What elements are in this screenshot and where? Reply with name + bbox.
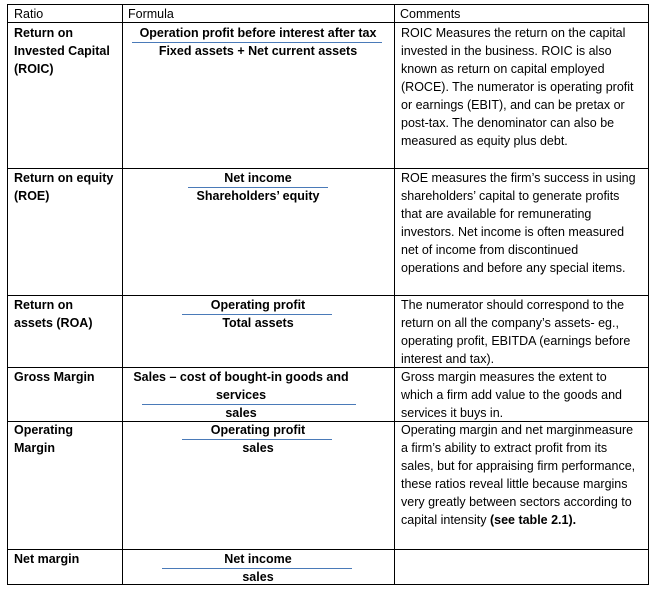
- comment-text: [401, 296, 639, 368]
- comment-text: Gross margin measures the extent to which a firm add value to the goods and services it buys in.: [401, 370, 622, 420]
- formula-denominator: sales: [225, 406, 257, 420]
- ratio-table: [7, 4, 649, 585]
- comment-part: Operating margin and net marginmeasure a firm’s ability to extract profit from its sales, but for appraising firm performance, these ratios reveal little because margins very greatly between sectors according to capital intensity: [401, 423, 636, 527]
- formula-numerator: Operating profit: [210, 298, 306, 312]
- ratio-name-operating-margin: Operating Margin: [14, 423, 74, 455]
- comment-text: ROIC Measures the return on the capital invested in the business. ROIC is also known as return on capital employed (ROCE). The numerator is operating profit or earnings (EBIT), and can be pretax or post-tax. The denominator can also be measured as equity plus debt.: [401, 26, 634, 148]
- formula-numerator: Operation profit before interest after tax: [139, 26, 377, 40]
- ratio-name-roic: Return on Invested Capital (ROIC): [14, 26, 110, 76]
- formula-numerator: Net income: [224, 552, 292, 566]
- table-reference: (see table 2.1).: [489, 513, 577, 527]
- comment-part: The numerator should correspond to the return on all the company’s assets- eg., operating profit, EBITDA (earnings before interest and tax).: [401, 298, 631, 366]
- row-divider: [8, 22, 648, 23]
- header-ratio: Ratio: [14, 7, 44, 21]
- comment-text: ROE measures the firm’s success in using shareholders’ capital to generate profits that are available for remunerating investors. Net income is often measured net of income from discontinued operations and before any special items.: [401, 171, 636, 275]
- ratio-name-gross-margin: Gross Margin: [14, 370, 95, 384]
- comment-text: [401, 421, 639, 529]
- formula-denominator: sales: [242, 441, 274, 455]
- ratio-name-net-margin: Net margin: [14, 552, 80, 566]
- ratio-name-roe: Return on equity (ROE): [14, 171, 114, 203]
- formula-numerator: Sales – cost of bought-in goods and services: [133, 370, 349, 402]
- formula-denominator: Fixed assets + Net current assets: [158, 44, 358, 58]
- header-comments: Comments: [400, 7, 461, 21]
- formula-denominator: sales: [242, 570, 274, 584]
- formula-denominator: Shareholders’ equity: [196, 189, 320, 203]
- formula-numerator: Net income: [224, 171, 292, 185]
- ratio-name-roa: Return on assets (ROA): [14, 298, 93, 330]
- formula-numerator: Operating profit: [210, 423, 306, 437]
- formula-denominator: Total assets: [222, 316, 294, 330]
- header-formula: Formula: [128, 7, 174, 21]
